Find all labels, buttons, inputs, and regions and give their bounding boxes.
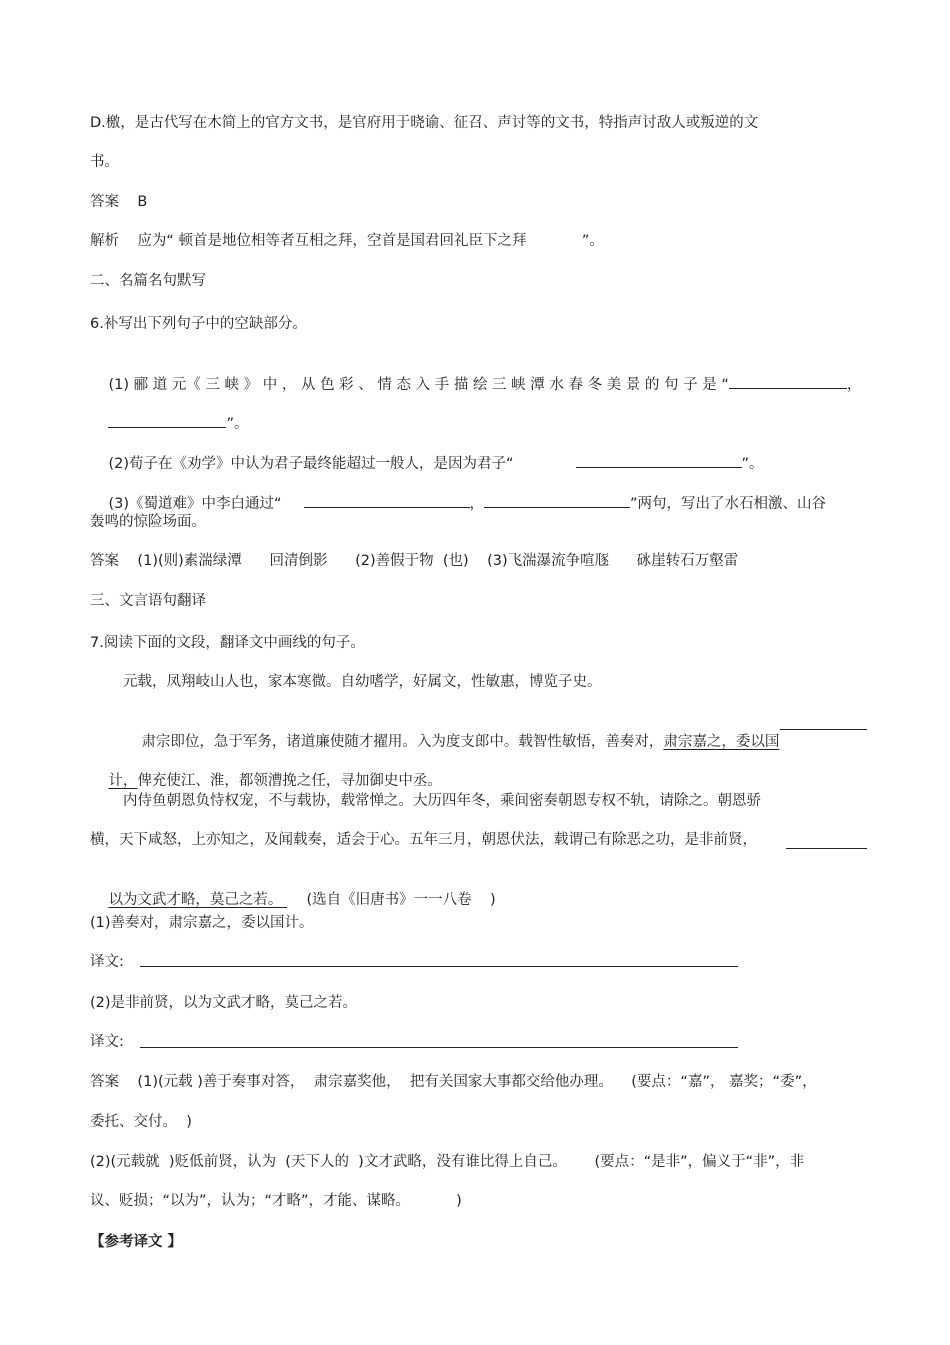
option-d-line: D.檄，是古代写在木简上的官方文书，是官府用于晓谕、征召、声讨等的文书，特指声讨敌人或叛逆的文	[90, 115, 759, 131]
fill-blank[interactable]	[484, 493, 630, 508]
option-d-line-cont: 书。	[90, 154, 119, 170]
closing-quote: ”。	[741, 456, 764, 472]
question-6-item-3-tail: ”两句，写出了水石相激、山谷	[630, 496, 827, 512]
translation-label-2: 译文:	[90, 1034, 124, 1050]
underlined-sentence-2: 以为文武才略，莫己之若。	[108, 892, 283, 908]
reference-translation-heading: 【参考译文 】	[90, 1234, 183, 1250]
passage-text: 俾充使江、淮，都领漕挽之任，寻加御史中丞。	[137, 773, 442, 789]
passage-paragraph-3-cont: 横，天下咸怒，上亦知之，及闻载奏，适会于心。五年三月，朝恩伏法，载谓己有除恶之功，是非前贤，	[90, 832, 757, 848]
analysis-line: 解析 应为“ 顿首是地位相等者互相之拜，空首是国君回礼臣下之拜 ”。	[90, 233, 604, 249]
translate-item-1: (1)善奏对，肃宗嘉之，委以国计。	[90, 915, 314, 931]
underline-rule	[780, 729, 867, 730]
underlined-sentence-1-end: 计，	[108, 773, 138, 789]
fill-blank[interactable]	[304, 493, 470, 508]
answer-7-item-1-cont: 委托、交付。 )	[90, 1114, 192, 1130]
translation-answer-line-1[interactable]	[140, 966, 738, 967]
passage-paragraph-3: 内侍鱼朝恩负恃权宠，不与载协，载常惮之。大历四年冬，乘间密奏朝恩专权不轨，请除之。朝恩骄	[123, 793, 761, 809]
answer-7-item-2: (2)(元载就 )贬低前贤，认为 (天下人的 )文才武略，没有谁比得上自己。 (要点：“是非”，偏义于“非”，非	[90, 1154, 805, 1170]
comma: ，	[469, 496, 484, 512]
answer-line: 答案 B	[90, 194, 148, 210]
translation-answer-line-2[interactable]	[140, 1047, 738, 1048]
fill-blank[interactable]	[729, 374, 847, 389]
underline-rule	[786, 848, 867, 849]
answer-7-item-2-cont: 议、贬损；“以为”，认为；“才略”，才能、谋略。 )	[90, 1193, 462, 1209]
passage-paragraph-1: 元载，凤翔岐山人也，家本寒微。自幼嗜学，好属文，性敏惠，博览子史。	[123, 674, 602, 690]
underlined-sentence-1: 肃宗嘉之，委以国	[663, 734, 780, 750]
question-7-title: 7.阅读下面的文段，翻译文中画线的句子。	[90, 635, 365, 651]
question-6-item-1-text: (1) 郦 道 元《 三 峡 》 中 ， 从 色 彩 、 情 态 入 手 描 绘 三 峡 潭 水 春 冬 美 景 的 句 子 是 “	[108, 377, 729, 393]
question-6-item-3-text: (3)《蜀道难》中李白通过“	[108, 496, 282, 512]
question-6-item-2-text: (2)荀子在《劝学》中认为君子最终能超过一般人，是因为君子“	[108, 456, 514, 472]
fill-blank[interactable]	[576, 453, 742, 468]
section-heading-3: 三、文言语句翻译	[90, 593, 206, 609]
closing-quote: ”。	[226, 416, 249, 432]
section-heading-2: 二、名篇名句默写	[90, 273, 206, 289]
source-note: (选自《旧唐书》一一八卷 )	[306, 892, 496, 908]
comma: ，	[846, 377, 862, 393]
translation-label-1: 译文:	[90, 954, 124, 970]
answer-7-item-1: 答案 (1)(元载 )善于奏事对答， 肃宗嘉奖他， 把有关国家大事都交给他办理。 (要点：“嘉”， 嘉奖；“委”，	[90, 1074, 817, 1090]
answer-6: 答案 (1)(则)素湍绿潭 回清倒影 (2)善假于物 (也) (3)飞湍瀑流争喧豗 砯崖转石万壑雷	[90, 553, 739, 569]
translate-item-2: (2)是非前贤，以为文武才略，莫己之若。	[90, 995, 358, 1011]
question-6-item-3-cont: 轰鸣的惊险场面。	[90, 514, 206, 530]
passage-text: 肃宗即位，急于军务，诸道廉使随才擢用。入为度支郎中。载智性敏悟，善奏对，	[141, 734, 664, 750]
question-6-title: 6.补写出下列句子中的空缺部分。	[90, 316, 307, 332]
fill-blank[interactable]	[108, 413, 226, 428]
